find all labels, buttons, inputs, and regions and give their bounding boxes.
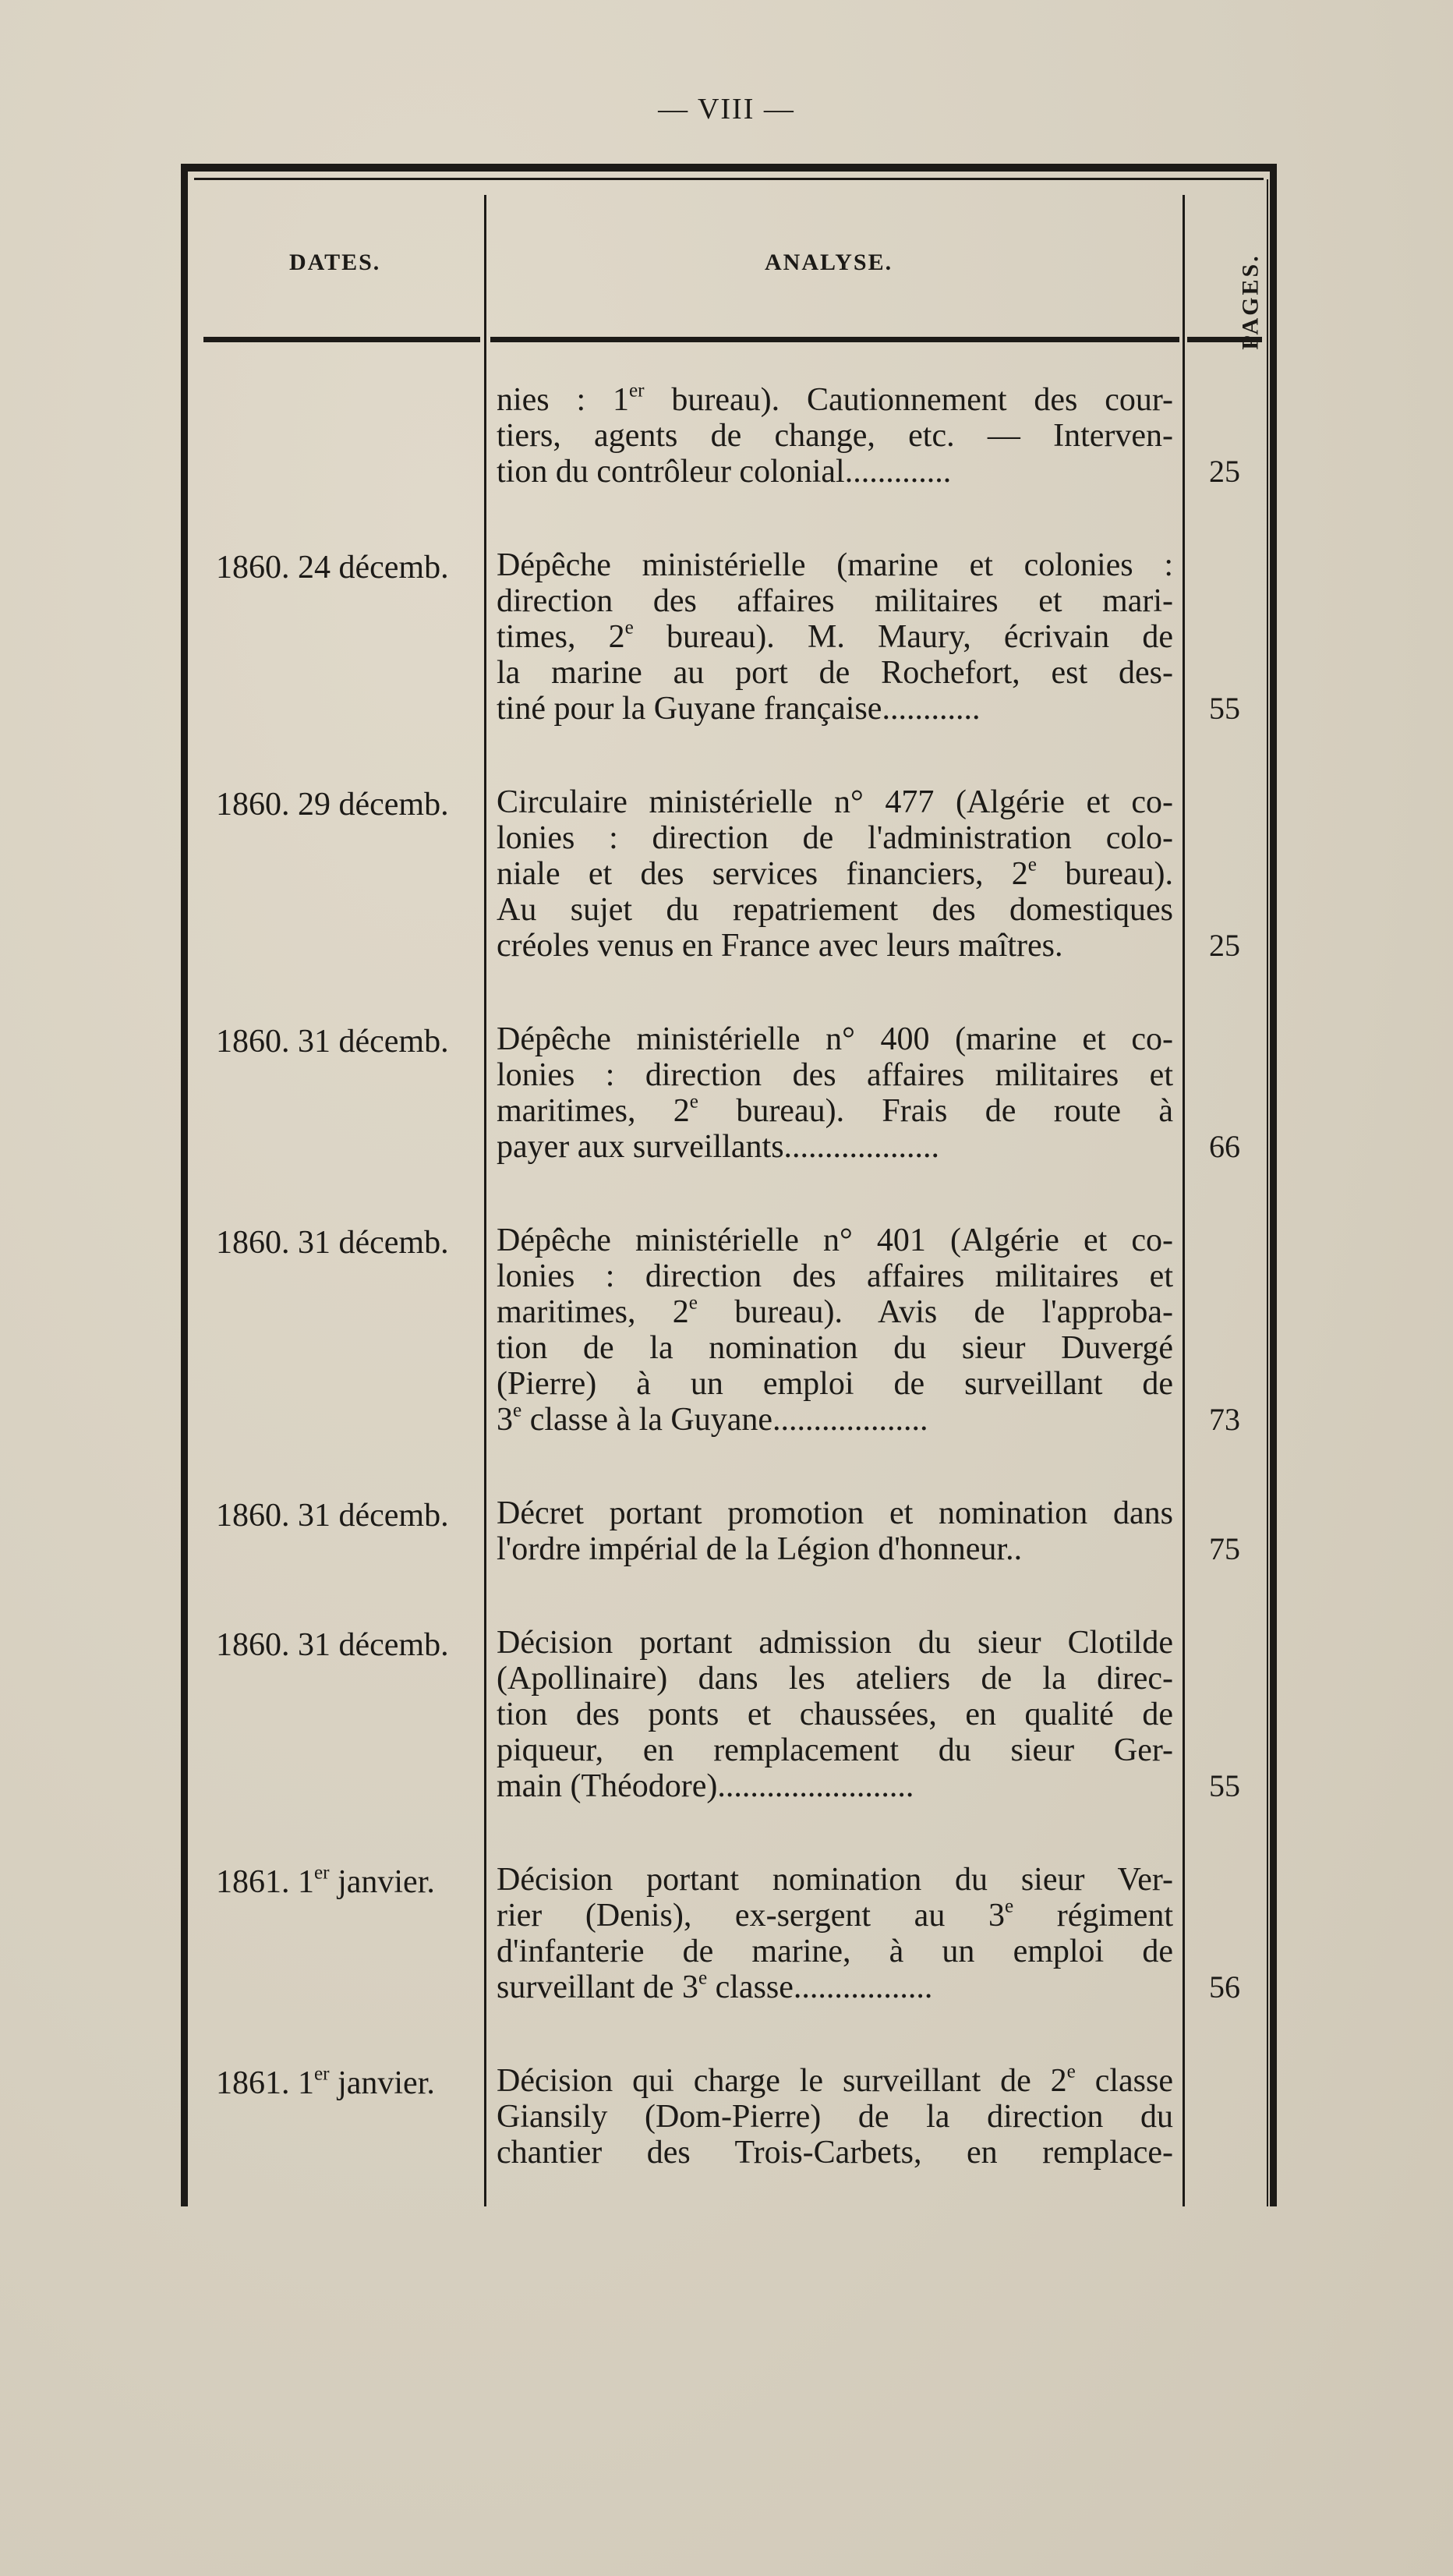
analysis-line: piqueur, en remplacement du sieur Ger- [497, 1732, 1173, 1768]
analysis-line: tiné pour la Guyane française............ [497, 691, 981, 727]
entry-page: 66 [1209, 1129, 1240, 1164]
entry-date: 1860. 29 décemb. [216, 787, 449, 823]
entry-analysis [484, 1021, 1183, 1165]
analysis-line: chantier des Trois-Carbets, en remplace- [497, 2135, 1173, 2171]
analysis-line: lonies : direction des affaires militaires et [497, 1258, 1173, 1294]
entry-analysis [484, 1862, 1183, 2005]
entry-analysis [484, 1223, 1183, 1438]
analysis-line: tion des ponts et chaussées, en qualité de [497, 1697, 1173, 1732]
analysis-line: maritimes, 2e bureau). Avis de l'approba- [497, 1292, 1173, 1330]
analysis-line: rier (Denis), ex-sergent au 3e régiment [497, 1895, 1173, 1934]
table-row [188, 1862, 1270, 2005]
analysis-line: l'ordre impérial de la Légion d'honneur.. [497, 1531, 1023, 1567]
table-row [188, 1495, 1270, 1567]
analysis-line: times, 2e bureau). M. Maury, écrivain de [497, 617, 1173, 655]
entry-analysis [484, 382, 1183, 490]
analysis-line: tiers, agents de change, etc. — Interven- [497, 418, 1173, 454]
analysis-line: main (Théodore)........................ [497, 1768, 914, 1804]
analysis-line: Décision qui charge le surveillant de 2e classe [497, 2061, 1173, 2099]
entry-page: 56 [1209, 1969, 1240, 2005]
table-row [188, 547, 1270, 727]
analysis-line: Décret portant promotion et nomination dans [497, 1495, 1173, 1531]
entry-analysis [484, 2063, 1183, 2171]
analysis-line: d'infanterie de marine, à un emploi de [497, 1934, 1173, 1969]
analysis-line: direction des affaires militaires et mari- [497, 583, 1173, 619]
entry-analysis [484, 547, 1183, 727]
header-rule-dates [203, 337, 480, 342]
analysis-line: nies : 1er bureau). Cautionnement des cour- [497, 380, 1173, 418]
analysis-line: Décision portant admission du sieur Clotilde [497, 1625, 1173, 1661]
analysis-line: (Pierre) à un emploi de surveillant de [497, 1366, 1173, 1402]
table-row [188, 382, 1270, 490]
column-header-dates: DATES. [289, 249, 381, 275]
entries-list [188, 382, 1270, 2171]
analysis-line: tion de la nomination du sieur Duvergé [497, 1330, 1173, 1366]
table-row [188, 1223, 1270, 1438]
entry-date: 1861. 1er janvier. [216, 1862, 435, 1900]
analysis-line: Dépêche ministérielle (marine et colonies : [497, 547, 1173, 583]
entry-date: 1860. 31 décemb. [216, 1627, 449, 1663]
analysis-line: payer aux surveillants................... [497, 1129, 940, 1165]
entry-page: 55 [1209, 691, 1240, 726]
entry-date: 1860. 31 décemb. [216, 1225, 449, 1261]
column-header-analyse: ANALYSE. [765, 249, 893, 275]
entry-date: 1861. 1er janvier. [216, 2063, 435, 2101]
analysis-line: niale et des services financiers, 2e bureau). [497, 854, 1173, 892]
entry-analysis [484, 1495, 1183, 1567]
analysis-line: Circulaire ministérielle n° 477 (Algérie et co- [497, 784, 1173, 820]
analysis-line: Décision portant nomination du sieur Ver- [497, 1862, 1173, 1898]
table-row [188, 1021, 1270, 1165]
entry-date: 1860. 31 décemb. [216, 1024, 449, 1060]
entry-page: 55 [1209, 1768, 1240, 1803]
analysis-line: lonies : direction de l'administration colo- [497, 820, 1173, 856]
analysis-line: (Apollinaire) dans les ateliers de la direc- [497, 1661, 1173, 1697]
entry-date [188, 382, 484, 384]
table-row [188, 2063, 1270, 2171]
column-header-pages: PAGES. [1237, 253, 1264, 350]
table-row [188, 784, 1270, 964]
analysis-line: Dépêche ministérielle n° 400 (marine et co- [497, 1021, 1173, 1057]
entry-analysis [484, 1625, 1183, 1804]
analysis-line: lonies : direction des affaires militaires et [497, 1057, 1173, 1093]
analysis-line: Au sujet du repatriement des domestiques [497, 892, 1173, 928]
analysis-line: tion du contrôleur colonial............. [497, 454, 952, 490]
entry-date: 1860. 31 décemb. [216, 1498, 449, 1534]
analysis-line: 3e classe à la Guyane................... [497, 1399, 928, 1438]
entry-date: 1860. 24 décemb. [216, 550, 449, 586]
entry-analysis [484, 784, 1183, 964]
header-rule-analyse [490, 337, 1179, 342]
analysis-line: la marine au port de Rochefort, est des- [497, 655, 1173, 691]
entry-page: 25 [1209, 454, 1240, 489]
analysis-line: créoles venus en France avec leurs maîtres. [497, 928, 1063, 964]
analysis-line: Dépêche ministérielle n° 401 (Algérie et co- [497, 1223, 1173, 1258]
page-header: — VIII — [658, 93, 795, 126]
analysis-line: maritimes, 2e bureau). Frais de route à [497, 1091, 1173, 1129]
table-row [188, 1625, 1270, 1804]
analysis-line: Giansily (Dom-Pierre) de la direction du [497, 2099, 1173, 2135]
entry-page: 73 [1209, 1402, 1240, 1437]
entry-page: 25 [1209, 928, 1240, 963]
analysis-line: surveillant de 3e classe................. [497, 1967, 933, 2005]
entry-page: 75 [1209, 1531, 1240, 1566]
